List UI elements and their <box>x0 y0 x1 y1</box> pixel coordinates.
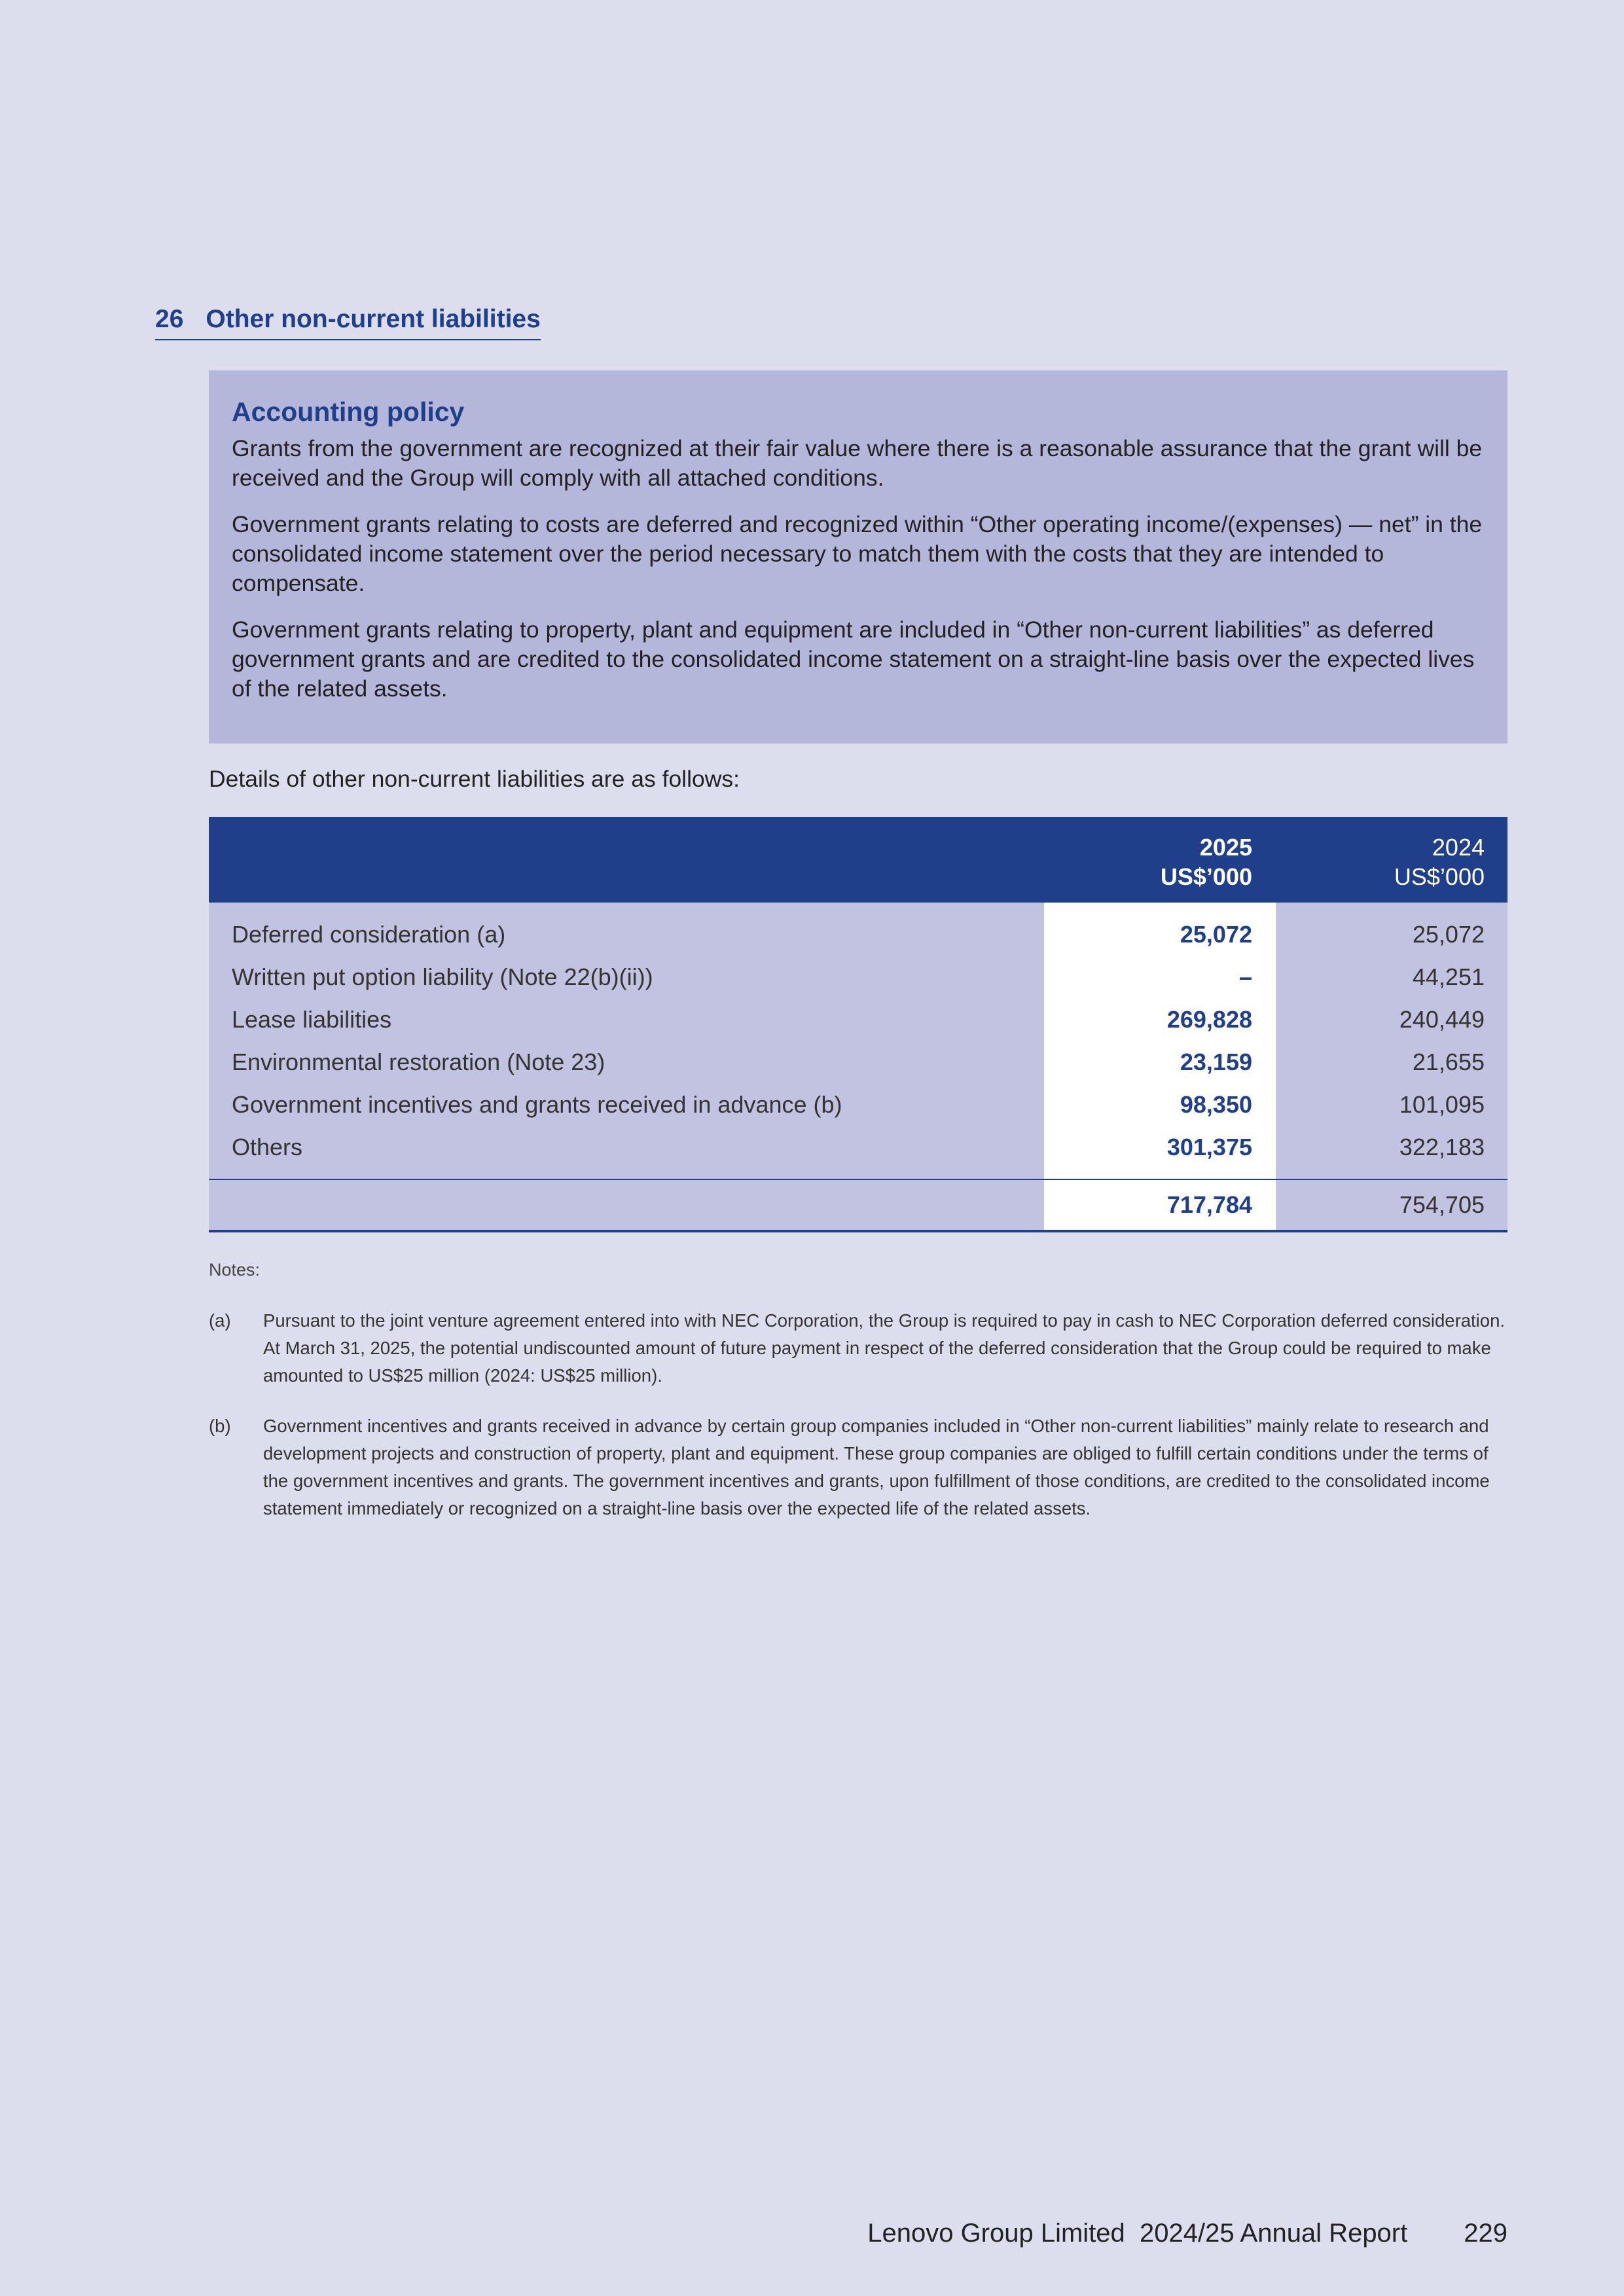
header-2025-year: 2025 <box>1199 834 1252 861</box>
page-footer <box>867 2219 1507 2248</box>
table-row <box>209 1126 1507 1168</box>
table-row <box>209 1083 1507 1126</box>
note-tag: (a) <box>209 1310 231 1331</box>
table-row <box>209 998 1507 1041</box>
section-number: 26 <box>155 305 184 333</box>
row-value-2024: 44,251 <box>1412 963 1485 990</box>
liabilities-table <box>209 817 1507 1232</box>
table-row <box>209 913 1507 956</box>
table-row <box>209 1041 1507 1083</box>
policy-paragraph-2: Government grants relating to costs are deferred and recognized within “Other operating income/(expenses) — net” in the consolidated income statement over the period necessary to match them with the costs that they are intended to compensate. <box>232 511 1483 596</box>
row-value-2025: 98,350 <box>1180 1091 1252 1118</box>
note-text: Pursuant to the joint venture agreement entered into with NEC Corporation, the Group is required to pay in cash to NEC Corporation deferred consideration. At March 31, 2025, the potential undiscounted amount of future payment in respect of the deferred consideration that the Group could be required to make amounted to US$25 million (2024: US$25 million). <box>263 1310 1506 1386</box>
row-label: Environmental restoration (Note 23) <box>232 1049 605 1075</box>
row-value-2024: 25,072 <box>1412 921 1485 948</box>
header-2024-unit: US$’000 <box>1394 863 1485 890</box>
row-label: Others <box>232 1134 303 1160</box>
policy-paragraph-1: Grants from the government are recognized at their fair value where there is a reasonable assurance that the grant will be received and the Group will comply with all attached conditions. <box>232 435 1483 491</box>
accounting-policy-box <box>209 370 1507 744</box>
notes-label: Notes: <box>209 1260 261 1280</box>
header-2025 <box>1161 833 1252 891</box>
row-value-2025: 25,072 <box>1180 921 1252 948</box>
note-tag: (b) <box>209 1416 231 1436</box>
table-header <box>209 817 1507 903</box>
header-2024-year: 2024 <box>1432 834 1485 861</box>
row-value-2024: 240,449 <box>1399 1006 1485 1033</box>
row-value-2024: 21,655 <box>1412 1049 1485 1075</box>
row-value-2024: 101,095 <box>1399 1091 1485 1118</box>
total-rule <box>209 1230 1507 1232</box>
policy-title: Accounting policy <box>232 397 465 427</box>
header-2024 <box>1394 833 1485 891</box>
section-title: Other non-current liabilities <box>206 305 541 333</box>
row-value-2025: 23,159 <box>1180 1049 1252 1075</box>
row-value-2025: 269,828 <box>1166 1006 1252 1033</box>
total-row <box>209 1183 1507 1226</box>
table-row <box>209 956 1507 998</box>
note-text: Government incentives and grants received in advance by certain group companies included in “Other non-current liabilities” mainly relate to research and development projects and construction of property, plant and equipment. These group companies are obliged to fulfill certain conditions under the terms of the government incentives and grants. The government incentives and grants, upon fulfillment of those conditions, are credited to the consolidated income statement immediately or recognized on a straight-line basis over the expected life of the related assets. <box>263 1416 1490 1518</box>
header-2025-unit: US$’000 <box>1160 863 1252 890</box>
subtotal-rule <box>209 1179 1507 1180</box>
total-value-2025: 717,784 <box>1166 1191 1252 1218</box>
row-value-2025: – <box>1238 963 1252 990</box>
row-value-2025: 301,375 <box>1166 1134 1252 1160</box>
note-b <box>209 1412 1507 1522</box>
note-a <box>209 1307 1507 1390</box>
footer-report-title: Lenovo Group Limited 2024/25 Annual Report <box>867 2219 1408 2248</box>
row-label: Written put option liability (Note 22(b)(ii)) <box>232 963 653 990</box>
total-value-2024: 754,705 <box>1399 1191 1485 1218</box>
row-label: Deferred consideration (a) <box>232 921 506 948</box>
table-intro: Details of other non-current liabilities are as follows: <box>209 766 740 792</box>
row-label: Government incentives and grants received in advance (b) <box>232 1091 842 1118</box>
page-number: 229 <box>1464 2219 1507 2248</box>
section-heading <box>155 305 541 340</box>
policy-paragraph-3: Government grants relating to property, plant and equipment are included in “Other non-current liabilities” as deferred government grants and are credited to the consolidated income statement on a straight-line basis over the expected lives of the related assets. <box>232 617 1475 702</box>
row-value-2024: 322,183 <box>1399 1134 1485 1160</box>
row-label: Lease liabilities <box>232 1006 392 1033</box>
